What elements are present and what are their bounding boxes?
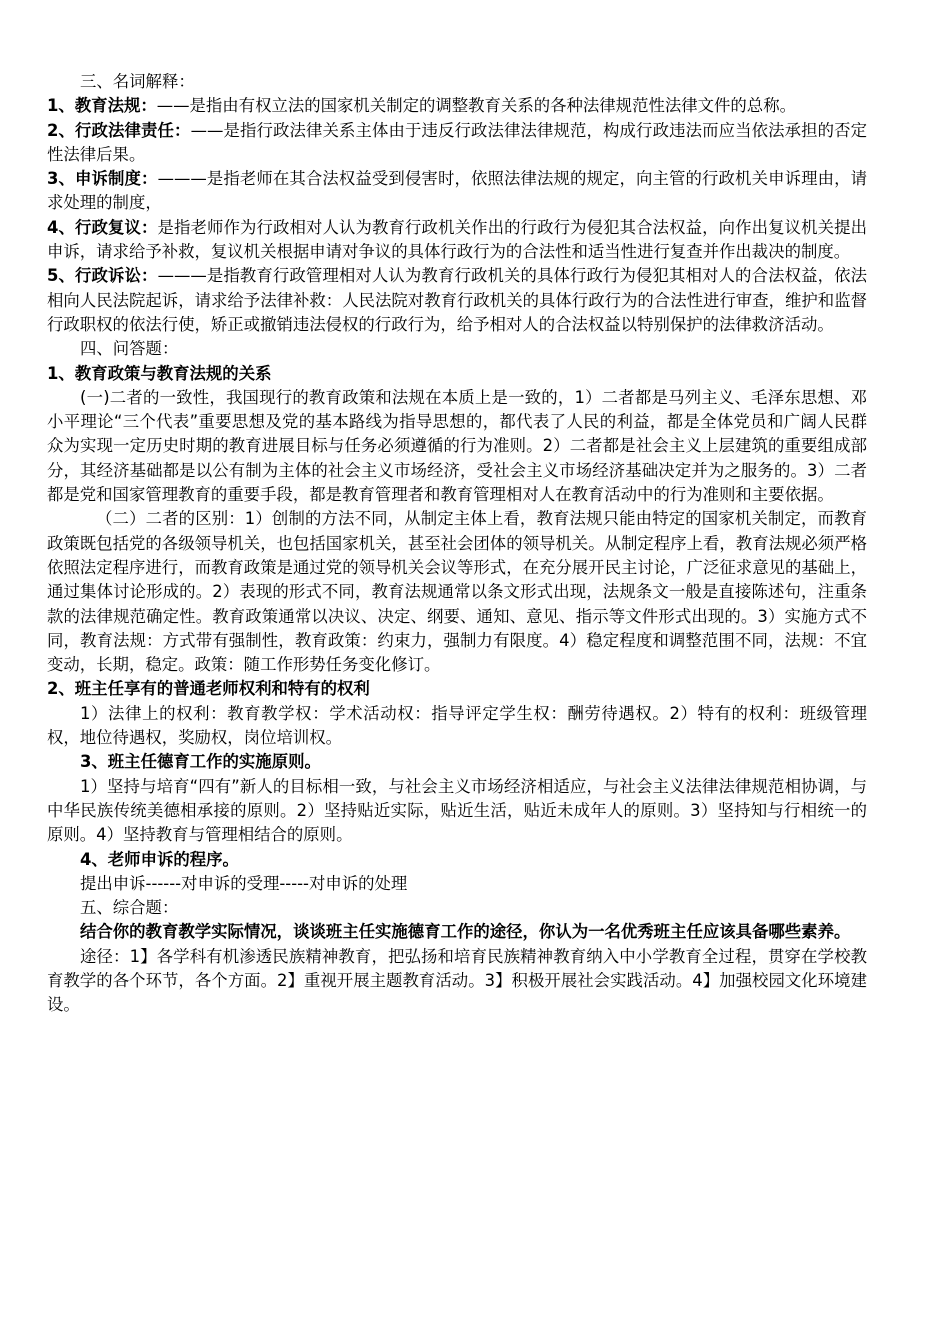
- answer-paragraph: (一)二者的一致性，我国现行的教育政策和法规在本质上是一致的，1）二者都是马列主义、毛泽东思想、邓小平理论“三个代表”重要思想及党的基本路线为指导思想的，都代表了人民的利益，都是全体党员和广阔人民群众为实现一定历史时期的教育进展目标与任务必须遵循的行为准则。2）二者都是社会主义上层建筑的重要组成部分，其经济基础都是以公有制为主体的社会主义市场经济，受社会主义市场经济基础决定并为之服务的。3）二者都是党和国家管理教育的重要手段，都是教育管理者和教育管理相对人在教育活动中的行为准则和主要依据。: [47, 387, 867, 505]
- definition-item: [47, 94, 867, 118]
- definition-item: [47, 216, 867, 265]
- answer-paragraph: 1）法律上的权利：教育教学权：学术活动权：指导评定学生权：酬劳待遇权。2）特有的权利：班级管理权，地位待遇权，奖励权，岗位培训权。: [47, 703, 867, 748]
- definition-text: ——是指由有权立法的国家机关制定的调整教育关系的各种法律规范性法律文件的总称。: [156, 96, 796, 116]
- section-heading-qa: 四、问答题：: [80, 339, 179, 359]
- answer-paragraph: （二）二者的区别：1）创制的方法不同，从制定主体上看，教育法规只能由特定的国家机关制定，而教育政策既包括党的各级领导机关，也包括国家机关，甚至社会团体的领导机关。从制定程序上看，教育法规必须严格依照法定程序进行，而教育政策是通过党的领导机关会议等形式，在充分展开民主讨论，广泛征求意见的基础上，通过集体讨论形成的。2）表现的形式不同，教育法规通常以条文形式出现，法规条文一般是直接陈述句，注重条款的法律规范确定性。教育政策通常以决议、决定、纲要、通知、意见、指示等文件形式出现的。3）实施方式不同，教育法规：方式带有强制性，教育政策：约束力，强制力有限度。4）稳定程度和调整范围不同，法规：不宜变动，长期，稳定。政策：随工作形势任务变化修订。: [47, 509, 867, 675]
- definition-item: [47, 119, 867, 168]
- document-page: [47, 70, 867, 1018]
- definition-term: 2、行政法律责任：: [47, 120, 191, 140]
- definition-term: 3、申诉制度：: [47, 169, 158, 189]
- question-title: 3、班主任德育工作的实施原则。: [80, 752, 321, 772]
- comprehensive-question: 结合你的教育教学实际情况，谈谈班主任实施德育工作的途径，你认为一名优秀班主任应该具备哪些素养。: [80, 922, 851, 942]
- answer-paragraph: 1）坚持与培育“四有”新人的目标相一致，与社会主义市场经济相适应，与社会主义法律法律规范相协调，与中华民族传统美德相承接的原则。2）坚持贴近实际，贴近生活，贴近未成年人的原则。3）坚持知与行相统一的原则。4）坚持教育与管理相结合的原则。: [47, 776, 867, 845]
- answer-paragraph: 提出申诉------对申诉的受理-----对申诉的处理: [80, 873, 408, 893]
- question-title: 4、老师申诉的程序。: [80, 849, 239, 869]
- definition-text: ———是指老师在其合法权益受到侵害时，依照法律法规的规定，向主管的行政机关申诉理由，请求处理的制度，: [47, 169, 867, 213]
- question-title: 2、班主任享有的普通老师权利和特有的权利: [47, 679, 370, 699]
- section-heading-comprehensive: 五、综合题：: [80, 898, 179, 918]
- definition-item: [47, 264, 867, 337]
- definition-text: ———是指教育行政管理相对人认为教育行政机关的具体行政行为侵犯其相对人的合法权益，依法相向人民法院起诉，请求给予法律补救：人民法院对教育行政机关的具体行政行为的合法性进行审查，维护和监督行政职权的依法行使，矫正或撤销违法侵权的行政行为，给予相对人的合法权益以特别保护的法律救济活动。: [47, 266, 867, 334]
- definition-text: 是指老师作为行政相对人认为教育行政机关作出的行政行为侵犯其合法权益，向作出复议机关提出申诉，请求给予补救，复议机关根据申请对争议的具体行政行为的合法性和适当性进行复查并作出裁决的制度。: [47, 217, 867, 262]
- question-title: 1、教育政策与教育法规的关系: [47, 363, 272, 383]
- definition-text: ——是指行政法律关系主体由于违反行政法律法律规范，构成行政违法而应当依法承担的否定性法律后果。: [47, 120, 868, 164]
- definition-item: [47, 167, 867, 216]
- comprehensive-answer: 途径：1】各学科有机渗透民族精神教育，把弘扬和培育民族精神教育纳入中小学教育全过程，贯穿在学校教育教学的各个环节，各个方面。2】重视开展主题教育活动。3】积极开展社会实践活动。4】加强校园文化环境建设。: [47, 946, 867, 1015]
- definition-term: 5、行政诉讼：: [47, 266, 158, 286]
- definition-term: 1、教育法规：: [47, 96, 157, 116]
- section-heading-definitions: 三、名词解释：: [80, 72, 195, 91]
- definition-term: 4、行政复议：: [47, 217, 158, 237]
